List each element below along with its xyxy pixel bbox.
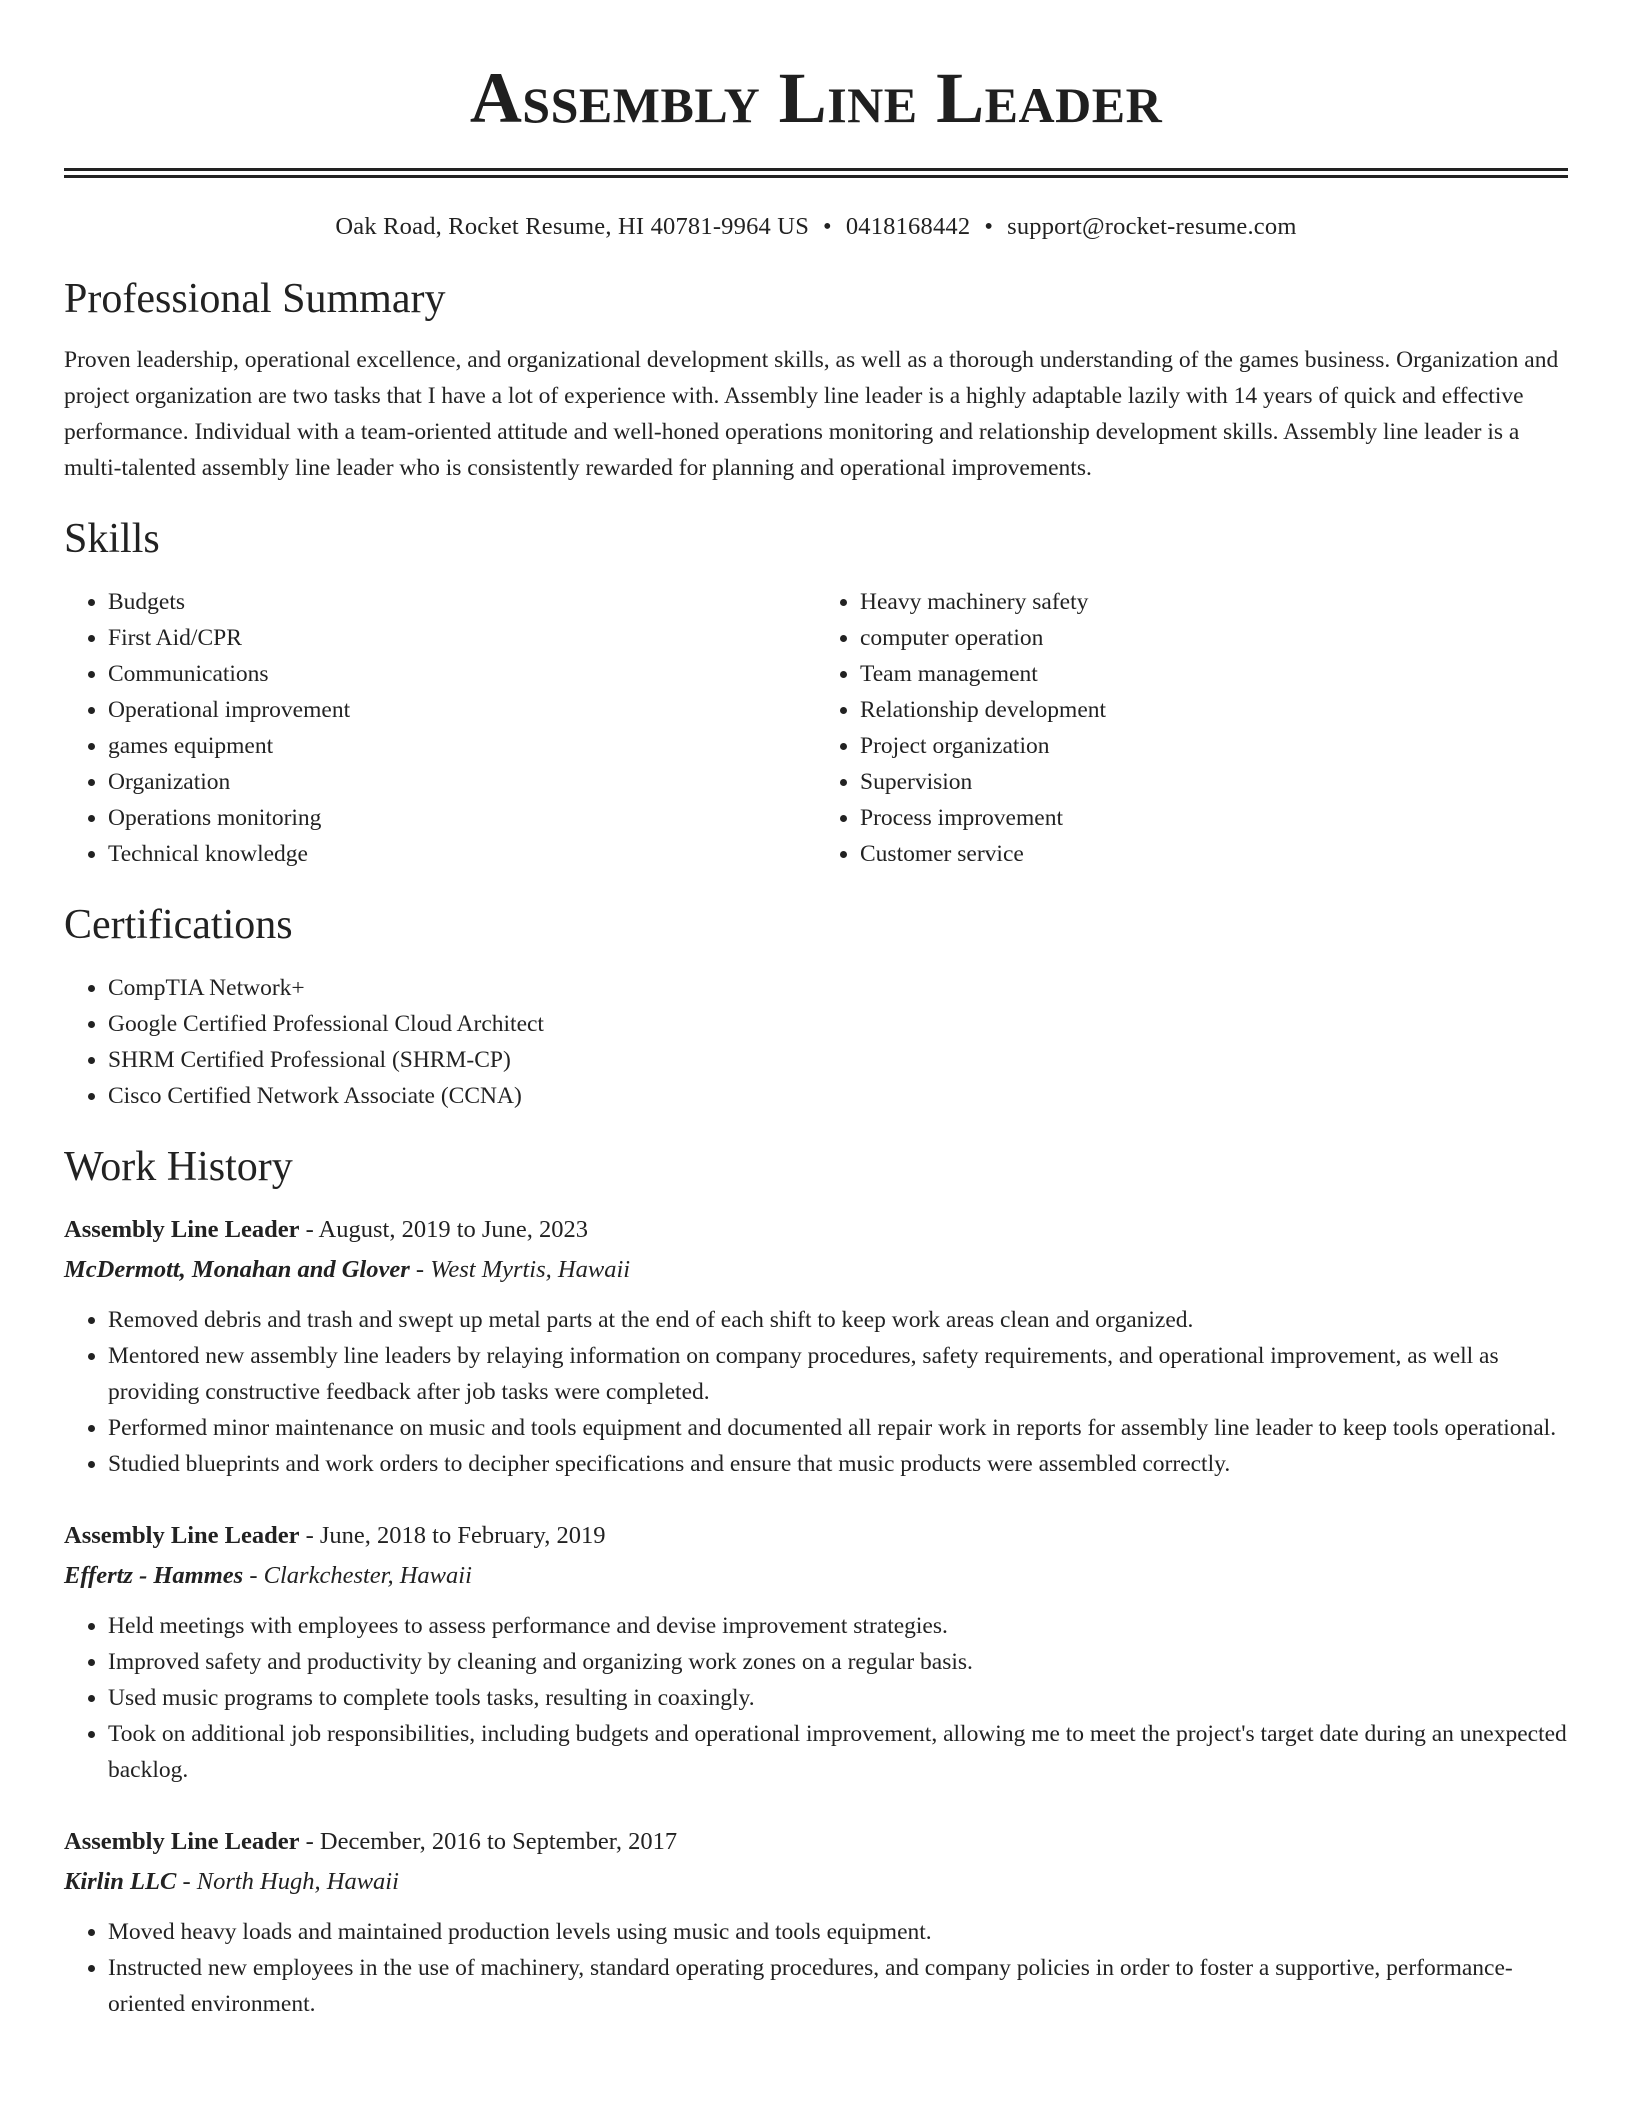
job-title: Assembly Line Leader bbox=[64, 1828, 300, 1855]
job-bullet: • Held meetings with employees to assess performance and devise improvement strategies. bbox=[108, 1608, 1568, 1644]
skill-item: • Budgets bbox=[108, 584, 816, 620]
job-dates: August, 2019 to June, 2023 bbox=[318, 1216, 589, 1243]
skill-item: • Heavy machinery safety bbox=[860, 584, 1568, 620]
contact-separator: • bbox=[823, 213, 832, 240]
skill-item: • Operations monitoring bbox=[108, 800, 816, 836]
company-dash: - bbox=[243, 1562, 264, 1589]
job-entry bbox=[64, 1822, 1568, 2022]
skills-list-left bbox=[64, 584, 816, 872]
contact-email: support@rocket-resume.com bbox=[1007, 213, 1297, 240]
skills-heading: Skills bbox=[64, 516, 160, 562]
job-entry bbox=[64, 1210, 1568, 1482]
company-location: West Myrtis, Hawaii bbox=[430, 1256, 631, 1283]
job-bullet: • Mentored new assembly line leaders by relaying information on company procedures, safety requirements, and operational improvement, as well as providing constructive feedback after job tasks were completed. bbox=[108, 1338, 1568, 1410]
certification-item: • Cisco Certified Network Associate (CCNA) bbox=[108, 1078, 1568, 1114]
job-bullets bbox=[64, 1914, 1568, 2022]
skill-item: • Relationship development bbox=[860, 692, 1568, 728]
job-title: Assembly Line Leader bbox=[64, 1216, 300, 1243]
job-bullet: • Improved safety and productivity by cleaning and organizing work zones on a regular basis. bbox=[108, 1644, 1568, 1680]
resume-title: Assembly Line Leader bbox=[469, 58, 1163, 138]
skill-item: • Communications bbox=[108, 656, 816, 692]
job-bullet: • Used music programs to complete tools tasks, resulting in coaxingly. bbox=[108, 1680, 1568, 1716]
skill-item: • Supervision bbox=[860, 764, 1568, 800]
skill-item: • games equipment bbox=[108, 728, 816, 764]
contact-separator: • bbox=[984, 213, 994, 240]
skill-item: • Organization bbox=[108, 764, 816, 800]
company-line bbox=[64, 1556, 1568, 1596]
job-dates: June, 2018 to February, 2019 bbox=[319, 1522, 606, 1549]
certification-item: • Google Certified Professional Cloud Architect bbox=[108, 1006, 1568, 1042]
skill-item: • Process improvement bbox=[860, 800, 1568, 836]
job-title-line bbox=[64, 1210, 1568, 1250]
job-entry bbox=[64, 1516, 1568, 1788]
job-bullets bbox=[64, 1302, 1568, 1482]
job-bullet: • Performed minor maintenance on music and tools equipment and documented all repair work in reports for assembly line leader to keep tools operational. bbox=[108, 1410, 1568, 1446]
job-bullet: • Took on additional job responsibilities, including budgets and operational improvement, allowing me to meet the project's target date during an unexpected backlog. bbox=[108, 1716, 1568, 1788]
contact-line bbox=[64, 212, 1568, 242]
summary-heading: Professional Summary bbox=[64, 276, 446, 322]
company-name: Effertz - Hammes bbox=[64, 1562, 244, 1589]
title-dash: - bbox=[299, 1828, 320, 1855]
skill-item: • Operational improvement bbox=[108, 692, 816, 728]
certifications-list bbox=[64, 970, 1568, 1114]
job-title: Assembly Line Leader bbox=[64, 1522, 300, 1549]
job-bullets bbox=[64, 1608, 1568, 1788]
company-location: North Hugh, Hawaii bbox=[196, 1868, 399, 1895]
certification-item: • CompTIA Network+ bbox=[108, 970, 1568, 1006]
title-divider-thin bbox=[64, 175, 1568, 178]
job-title-line bbox=[64, 1822, 1568, 1862]
company-name: McDermott, Monahan and Glover bbox=[64, 1256, 410, 1283]
summary-text: Proven leadership, operational excellence, and organizational development skills, as well as a thorough understanding of the games business. Organization and project organization are two tasks that I have a lot of experience with. Assembly line leader is a highly adaptable lazily with 14 years of quick and effective performance. Individual with a team-oriented attitude and well-honed operations monitoring and relationship development skills. Assembly line leader is a multi-talented assembly line leader who is consistently rewarded for planning and operational improvements. bbox=[64, 347, 1559, 481]
contact-address: Oak Road, Rocket Resume, HI 40781-9964 US bbox=[335, 213, 810, 240]
skill-item: • computer operation bbox=[860, 620, 1568, 656]
work-history-heading: Work History bbox=[64, 1144, 293, 1190]
job-bullet: • Removed debris and trash and swept up metal parts at the end of each shift to keep work areas clean and organized. bbox=[108, 1302, 1568, 1338]
skill-item: • Team management bbox=[860, 656, 1568, 692]
title-divider-thick bbox=[64, 168, 1568, 171]
company-line bbox=[64, 1862, 1568, 1902]
job-bullet: • Studied blueprints and work orders to decipher specifications and ensure that music products were assembled correctly. bbox=[108, 1446, 1568, 1482]
skill-item: • Technical knowledge bbox=[108, 836, 816, 872]
skill-item: • First Aid/CPR bbox=[108, 620, 816, 656]
company-name: Kirlin LLC bbox=[64, 1868, 177, 1895]
company-location: Clarkchester, Hawaii bbox=[263, 1562, 472, 1589]
job-dates: December, 2016 to September, 2017 bbox=[319, 1828, 678, 1855]
skills-columns bbox=[64, 584, 1568, 872]
title-dash: - bbox=[299, 1216, 319, 1243]
certification-item: • SHRM Certified Professional (SHRM-CP) bbox=[108, 1042, 1568, 1078]
contact-phone: 0418168442 bbox=[845, 213, 971, 240]
title-dash: - bbox=[299, 1522, 320, 1549]
skill-item: • Customer service bbox=[860, 836, 1568, 872]
skill-item: • Project organization bbox=[860, 728, 1568, 764]
company-line bbox=[64, 1250, 1568, 1290]
job-bullet: • Moved heavy loads and maintained production levels using music and tools equipment. bbox=[108, 1914, 1568, 1950]
certifications-heading: Certifications bbox=[64, 902, 293, 948]
skills-list-right bbox=[816, 584, 1568, 872]
job-title-line bbox=[64, 1516, 1568, 1556]
company-dash: - bbox=[409, 1256, 431, 1283]
company-dash: - bbox=[176, 1868, 197, 1895]
job-bullet: • Instructed new employees in the use of machinery, standard operating procedures, and company policies in order to foster a supportive, performance-oriented environment. bbox=[108, 1950, 1568, 2022]
